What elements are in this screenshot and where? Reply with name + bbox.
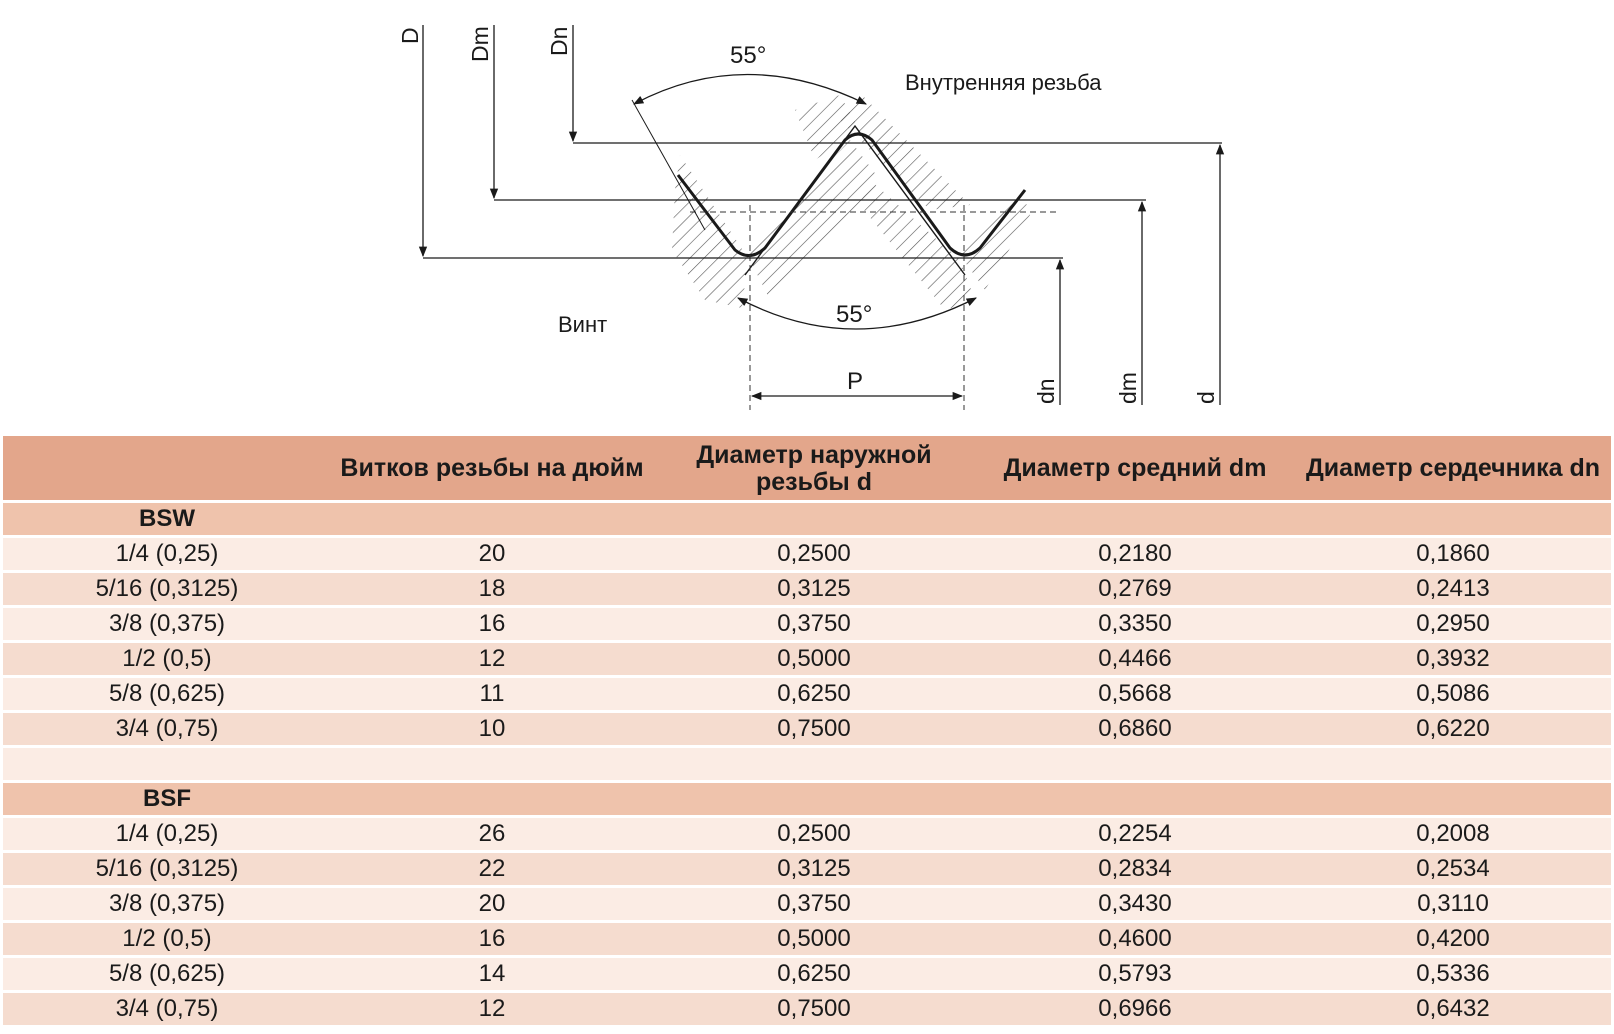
thread-profile-diagram — [0, 0, 1614, 436]
group-label: BSW — [3, 503, 331, 535]
dim-d-label: d — [1193, 391, 1219, 404]
cell-d: 0,5000 — [653, 923, 975, 955]
cell-dm: 0,6966 — [975, 993, 1295, 1025]
group-row-bsw — [3, 503, 1611, 535]
header-size — [3, 436, 331, 500]
dim-Dn-label: Dn — [546, 26, 572, 56]
cell-dn: 0,2413 — [1295, 573, 1611, 605]
cell-d: 0,3750 — [653, 888, 975, 920]
header-mean-diameter: Диаметр средний dm — [975, 436, 1295, 500]
table-row — [3, 993, 1611, 1025]
group-row-bsf — [3, 783, 1611, 815]
cell-dm: 0,2254 — [975, 818, 1295, 850]
cell-d: 0,5000 — [653, 643, 975, 675]
cell-tpi: 20 — [331, 538, 653, 570]
table-row — [3, 643, 1611, 675]
cell-d: 0,2500 — [653, 538, 975, 570]
cell-size: 1/2 (0,5) — [3, 643, 331, 675]
cell-dm: 0,5668 — [975, 678, 1295, 710]
cell-dm: 0,3350 — [975, 608, 1295, 640]
spacer-row — [3, 748, 1611, 780]
cell-tpi: 18 — [331, 573, 653, 605]
table-row — [3, 923, 1611, 955]
dim-dm-label: dm — [1115, 372, 1141, 404]
cell-size: 3/8 (0,375) — [3, 888, 331, 920]
cell-tpi: 12 — [331, 993, 653, 1025]
cell-tpi: 12 — [331, 643, 653, 675]
cell-dn: 0,1860 — [1295, 538, 1611, 570]
cell-size: 5/16 (0,3125) — [3, 853, 331, 885]
cell-dm: 0,4600 — [975, 923, 1295, 955]
cell-dm: 0,5793 — [975, 958, 1295, 990]
cell-size: 1/2 (0,5) — [3, 923, 331, 955]
cell-size: 1/4 (0,25) — [3, 538, 331, 570]
cell-size: 5/8 (0,625) — [3, 958, 331, 990]
thread-table — [3, 433, 1611, 1028]
table-row — [3, 853, 1611, 885]
cell-d: 0,3125 — [653, 573, 975, 605]
cell-tpi: 22 — [331, 853, 653, 885]
cell-size: 5/16 (0,3125) — [3, 573, 331, 605]
cell-dn: 0,4200 — [1295, 923, 1611, 955]
cell-dn: 0,2008 — [1295, 818, 1611, 850]
table-row — [3, 678, 1611, 710]
cell-size: 3/8 (0,375) — [3, 608, 331, 640]
cell-dn: 0,3110 — [1295, 888, 1611, 920]
dim-D-label: D — [397, 27, 423, 44]
cell-d: 0,6250 — [653, 678, 975, 710]
hatch-areas — [672, 95, 1030, 310]
cell-size: 3/4 (0,75) — [3, 713, 331, 745]
cell-dm: 0,6860 — [975, 713, 1295, 745]
cell-size: 5/8 (0,625) — [3, 678, 331, 710]
table-row — [3, 573, 1611, 605]
table-header-row — [3, 436, 1611, 500]
angle-bottom-label: 55° — [836, 301, 873, 328]
dim-Dm-label: Dm — [467, 26, 493, 62]
cell-size: 3/4 (0,75) — [3, 993, 331, 1025]
cell-dm: 0,2180 — [975, 538, 1295, 570]
cell-d: 0,3125 — [653, 853, 975, 885]
cell-tpi: 14 — [331, 958, 653, 990]
header-outer-diameter: Диаметр наружной резьбы d — [653, 436, 975, 500]
cell-tpi: 26 — [331, 818, 653, 850]
cell-tpi: 20 — [331, 888, 653, 920]
table-row — [3, 538, 1611, 570]
angle-top-label: 55° — [730, 42, 767, 69]
cell-dn: 0,5086 — [1295, 678, 1611, 710]
cell-d: 0,6250 — [653, 958, 975, 990]
cell-dn: 0,6432 — [1295, 993, 1611, 1025]
cell-tpi: 11 — [331, 678, 653, 710]
header-threads-per-inch: Витков резьбы на дюйм — [331, 436, 653, 500]
cell-dm: 0,3430 — [975, 888, 1295, 920]
table-row — [3, 608, 1611, 640]
cell-dn: 0,2950 — [1295, 608, 1611, 640]
cell-dm: 0,2769 — [975, 573, 1295, 605]
cell-tpi: 10 — [331, 713, 653, 745]
table-row — [3, 713, 1611, 745]
cell-dn: 0,3932 — [1295, 643, 1611, 675]
cell-tpi: 16 — [331, 923, 653, 955]
cell-dn: 0,6220 — [1295, 713, 1611, 745]
cell-d: 0,3750 — [653, 608, 975, 640]
cell-size: 1/4 (0,25) — [3, 818, 331, 850]
group-label: BSF — [3, 783, 331, 815]
cell-d: 0,2500 — [653, 818, 975, 850]
header-core-diameter: Диаметр сердечника dn — [1295, 436, 1611, 500]
cell-tpi: 16 — [331, 608, 653, 640]
table-row — [3, 818, 1611, 850]
cell-dm: 0,2834 — [975, 853, 1295, 885]
cell-d: 0,7500 — [653, 713, 975, 745]
cell-dm: 0,4466 — [975, 643, 1295, 675]
table-row — [3, 888, 1611, 920]
dim-dn-label: dn — [1033, 378, 1059, 404]
internal-thread-label: Внутренняя резьба — [905, 70, 1102, 95]
pitch-label: P — [847, 368, 864, 395]
cell-d: 0,7500 — [653, 993, 975, 1025]
cell-dn: 0,5336 — [1295, 958, 1611, 990]
table-row — [3, 958, 1611, 990]
screw-label: Винт — [558, 312, 608, 337]
cell-dn: 0,2534 — [1295, 853, 1611, 885]
